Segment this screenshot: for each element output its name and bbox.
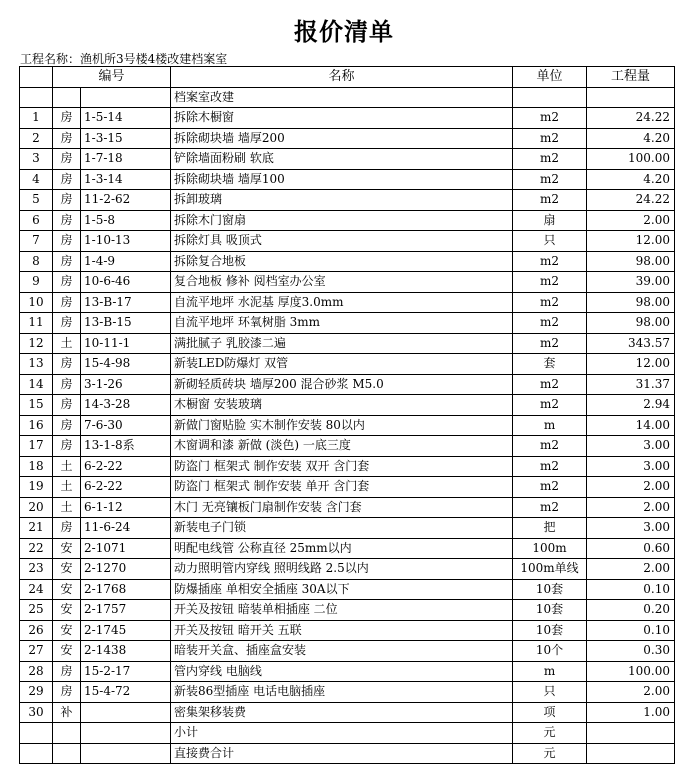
row-code: 13-B-17 <box>81 292 171 313</box>
table-row <box>20 190 675 211</box>
row-number: 1 <box>20 108 53 129</box>
row-unit: 项 <box>513 702 587 723</box>
row-quantity: 12.00 <box>587 231 675 252</box>
row-unit: 10套 <box>513 600 587 621</box>
row-number: 12 <box>20 333 53 354</box>
table-row <box>20 579 675 600</box>
table-row <box>20 149 675 170</box>
table-row <box>20 497 675 518</box>
row-code: 6-2-22 <box>81 456 171 477</box>
row-quantity: 0.20 <box>587 600 675 621</box>
row-code: 10-6-46 <box>81 272 171 293</box>
row-quantity: 39.00 <box>587 272 675 293</box>
row-category: 房 <box>53 661 81 682</box>
row-category: 房 <box>53 231 81 252</box>
row-number: 23 <box>20 559 53 580</box>
row-code: 2-1438 <box>81 641 171 662</box>
header-qty: 工程量 <box>587 67 675 88</box>
row-number: 27 <box>20 641 53 662</box>
row-quantity: 4.20 <box>587 128 675 149</box>
row-quantity: 24.22 <box>587 190 675 211</box>
row-name: 拆除灯具 吸顶式 <box>171 231 513 252</box>
summary-number <box>20 743 53 764</box>
row-category: 房 <box>53 313 81 334</box>
row-number: 30 <box>20 702 53 723</box>
row-number: 14 <box>20 374 53 395</box>
table-row <box>20 231 675 252</box>
project-name: 工程名称：渔机所3号楼4楼改建档案室 <box>20 52 228 66</box>
row-category: 房 <box>53 395 81 416</box>
row-code: 1-10-13 <box>81 231 171 252</box>
row-category: 土 <box>53 477 81 498</box>
row-unit: 套 <box>513 354 587 375</box>
row-code: 1-7-18 <box>81 149 171 170</box>
header-name: 名称 <box>171 67 513 88</box>
header-no <box>20 67 53 88</box>
table-row <box>20 292 675 313</box>
table-row <box>20 600 675 621</box>
row-number: 11 <box>20 313 53 334</box>
row-unit: 100m <box>513 538 587 559</box>
row-category: 安 <box>53 559 81 580</box>
quote-table <box>19 66 675 764</box>
row-number: 29 <box>20 682 53 703</box>
row-unit: m2 <box>513 169 587 190</box>
row-unit: 10套 <box>513 620 587 641</box>
row-unit: m2 <box>513 149 587 170</box>
row-category: 安 <box>53 600 81 621</box>
summary-unit: 元 <box>513 743 587 764</box>
row-category: 房 <box>53 108 81 129</box>
row-number: 21 <box>20 518 53 539</box>
row-quantity: 100.00 <box>587 661 675 682</box>
row-code: 11-2-62 <box>81 190 171 211</box>
row-name: 木橱窗 安装玻璃 <box>171 395 513 416</box>
row-number: 15 <box>20 395 53 416</box>
table-row <box>20 354 675 375</box>
row-number: 10 <box>20 292 53 313</box>
row-unit: m2 <box>513 374 587 395</box>
row-number: 6 <box>20 210 53 231</box>
row-category: 补 <box>53 702 81 723</box>
row-name: 新装LED防爆灯 双管 <box>171 354 513 375</box>
row-unit: 扇 <box>513 210 587 231</box>
row-quantity: 14.00 <box>587 415 675 436</box>
row-unit: m2 <box>513 272 587 293</box>
row-code: 6-1-12 <box>81 497 171 518</box>
row-category: 房 <box>53 272 81 293</box>
row-unit: m2 <box>513 456 587 477</box>
row-code: 1-5-14 <box>81 108 171 129</box>
row-code: 11-6-24 <box>81 518 171 539</box>
row-code: 7-6-30 <box>81 415 171 436</box>
row-name: 拆除复合地板 <box>171 251 513 272</box>
table-row <box>20 333 675 354</box>
row-name: 开关及按钮 暗开关 五联 <box>171 620 513 641</box>
row-name: 新砌轻质砖块 墙厚200 混合砂浆 M5.0 <box>171 374 513 395</box>
summary-category <box>53 743 81 764</box>
row-unit: m2 <box>513 497 587 518</box>
table-row <box>20 702 675 723</box>
row-name: 新装86型插座 电话电脑插座 <box>171 682 513 703</box>
row-code: 2-1745 <box>81 620 171 641</box>
row-number: 7 <box>20 231 53 252</box>
row-name: 自流平地坪 环氧树脂 3mm <box>171 313 513 334</box>
summary-row <box>20 723 675 744</box>
table-row <box>20 456 675 477</box>
row-unit: 只 <box>513 682 587 703</box>
row-quantity: 0.10 <box>587 620 675 641</box>
row-unit: m <box>513 415 587 436</box>
summary-quantity <box>587 743 675 764</box>
row-unit: m2 <box>513 395 587 416</box>
row-code <box>81 702 171 723</box>
row-category: 房 <box>53 374 81 395</box>
section-title: 档案室改建 <box>171 87 513 108</box>
row-quantity: 0.30 <box>587 641 675 662</box>
table-row <box>20 538 675 559</box>
row-quantity: 4.20 <box>587 169 675 190</box>
row-category: 安 <box>53 579 81 600</box>
summary-unit: 元 <box>513 723 587 744</box>
table-row <box>20 210 675 231</box>
summary-code <box>81 743 171 764</box>
table-row <box>20 641 675 662</box>
row-code: 13-B-15 <box>81 313 171 334</box>
table-row <box>20 559 675 580</box>
row-unit: m2 <box>513 108 587 129</box>
row-unit: m2 <box>513 313 587 334</box>
row-name: 拆除砌块墙 墙厚100 <box>171 169 513 190</box>
row-quantity: 12.00 <box>587 354 675 375</box>
summary-name: 直接费合计 <box>171 743 513 764</box>
table-row <box>20 661 675 682</box>
row-unit: m <box>513 661 587 682</box>
row-code: 15-2-17 <box>81 661 171 682</box>
row-quantity: 0.60 <box>587 538 675 559</box>
table-row <box>20 620 675 641</box>
row-quantity: 2.00 <box>587 497 675 518</box>
row-unit: m2 <box>513 292 587 313</box>
row-name: 新装电子门锁 <box>171 518 513 539</box>
row-quantity: 2.00 <box>587 559 675 580</box>
row-category: 房 <box>53 518 81 539</box>
row-quantity: 31.37 <box>587 374 675 395</box>
row-unit: m2 <box>513 128 587 149</box>
row-number: 4 <box>20 169 53 190</box>
row-code: 1-3-14 <box>81 169 171 190</box>
row-name: 明配电线管 公称直径 25mm以内 <box>171 538 513 559</box>
row-unit: m2 <box>513 333 587 354</box>
row-category: 房 <box>53 169 81 190</box>
table-row <box>20 395 675 416</box>
row-quantity: 98.00 <box>587 313 675 334</box>
row-quantity: 343.57 <box>587 333 675 354</box>
row-name: 管内穿线 电脑线 <box>171 661 513 682</box>
row-quantity: 24.22 <box>587 108 675 129</box>
row-name: 自流平地坪 水泥基 厚度3.0mm <box>171 292 513 313</box>
row-number: 17 <box>20 436 53 457</box>
table-row <box>20 436 675 457</box>
row-code: 2-1757 <box>81 600 171 621</box>
header-row <box>20 67 675 88</box>
row-number: 16 <box>20 415 53 436</box>
row-number: 26 <box>20 620 53 641</box>
row-quantity: 2.00 <box>587 682 675 703</box>
row-code: 1-3-15 <box>81 128 171 149</box>
row-category: 房 <box>53 292 81 313</box>
section-row <box>20 87 675 108</box>
row-category: 土 <box>53 333 81 354</box>
row-quantity: 2.94 <box>587 395 675 416</box>
row-code: 2-1071 <box>81 538 171 559</box>
row-name: 木门 无亮镶板门扇制作安装 含门套 <box>171 497 513 518</box>
row-name: 动力照明管内穿线 照明线路 2.5以内 <box>171 559 513 580</box>
row-quantity: 98.00 <box>587 292 675 313</box>
table-row <box>20 518 675 539</box>
table-row <box>20 682 675 703</box>
row-category: 房 <box>53 251 81 272</box>
row-name: 拆除砌块墙 墙厚200 <box>171 128 513 149</box>
row-category: 房 <box>53 436 81 457</box>
row-number: 28 <box>20 661 53 682</box>
table-row <box>20 374 675 395</box>
row-category: 房 <box>53 354 81 375</box>
row-code: 15-4-98 <box>81 354 171 375</box>
row-number: 19 <box>20 477 53 498</box>
row-code: 13-1-8系 <box>81 436 171 457</box>
row-name: 复合地板 修补 阅档室办公室 <box>171 272 513 293</box>
row-code: 1-4-9 <box>81 251 171 272</box>
row-quantity: 98.00 <box>587 251 675 272</box>
row-name: 拆除木橱窗 <box>171 108 513 129</box>
row-code: 1-5-8 <box>81 210 171 231</box>
row-category: 房 <box>53 149 81 170</box>
row-name: 拆除木门窗扇 <box>171 210 513 231</box>
row-number: 3 <box>20 149 53 170</box>
row-quantity: 0.10 <box>587 579 675 600</box>
row-number: 22 <box>20 538 53 559</box>
row-quantity: 3.00 <box>587 456 675 477</box>
row-unit: 把 <box>513 518 587 539</box>
row-category: 安 <box>53 641 81 662</box>
row-number: 25 <box>20 600 53 621</box>
row-unit: 10个 <box>513 641 587 662</box>
row-number: 2 <box>20 128 53 149</box>
summary-category <box>53 723 81 744</box>
table-row <box>20 108 675 129</box>
summary-number <box>20 723 53 744</box>
table-row <box>20 415 675 436</box>
row-number: 20 <box>20 497 53 518</box>
row-name: 拆卸玻璃 <box>171 190 513 211</box>
row-unit: 10套 <box>513 579 587 600</box>
row-code: 14-3-28 <box>81 395 171 416</box>
row-unit: m2 <box>513 190 587 211</box>
table-row <box>20 477 675 498</box>
row-number: 8 <box>20 251 53 272</box>
row-category: 房 <box>53 190 81 211</box>
row-name: 铲除墙面粉刷 软底 <box>171 149 513 170</box>
row-category: 房 <box>53 210 81 231</box>
row-unit: m2 <box>513 436 587 457</box>
row-category: 安 <box>53 620 81 641</box>
row-number: 5 <box>20 190 53 211</box>
row-number: 9 <box>20 272 53 293</box>
row-quantity: 3.00 <box>587 518 675 539</box>
table-row <box>20 169 675 190</box>
row-number: 24 <box>20 579 53 600</box>
row-code: 2-1270 <box>81 559 171 580</box>
table-row <box>20 313 675 334</box>
row-number: 18 <box>20 456 53 477</box>
row-unit: 只 <box>513 231 587 252</box>
row-code: 2-1768 <box>81 579 171 600</box>
row-unit: 100m单线 <box>513 559 587 580</box>
row-name: 满批腻子 乳胶漆二遍 <box>171 333 513 354</box>
row-code: 6-2-22 <box>81 477 171 498</box>
row-name: 防爆插座 单相安全插座 30A以下 <box>171 579 513 600</box>
table-row <box>20 128 675 149</box>
row-category: 土 <box>53 456 81 477</box>
row-category: 土 <box>53 497 81 518</box>
row-category: 房 <box>53 682 81 703</box>
row-category: 安 <box>53 538 81 559</box>
row-code: 10-11-1 <box>81 333 171 354</box>
summary-row <box>20 743 675 764</box>
row-code: 3-1-26 <box>81 374 171 395</box>
summary-quantity <box>587 723 675 744</box>
row-name: 暗装开关盒、插座盒安装 <box>171 641 513 662</box>
row-quantity: 2.00 <box>587 210 675 231</box>
row-name: 木窗调和漆 新做 (淡色) 一底三度 <box>171 436 513 457</box>
row-number: 13 <box>20 354 53 375</box>
summary-code <box>81 723 171 744</box>
row-name: 开关及按钮 暗装单相插座 二位 <box>171 600 513 621</box>
table-row <box>20 251 675 272</box>
row-name: 防盗门 框架式 制作安装 双开 含门套 <box>171 456 513 477</box>
row-name: 防盗门 框架式 制作安装 单开 含门套 <box>171 477 513 498</box>
header-code: 编号 <box>53 67 171 88</box>
header-unit: 单位 <box>513 67 587 88</box>
page-title: 报价清单 <box>294 18 394 46</box>
row-quantity: 1.00 <box>587 702 675 723</box>
summary-name: 小计 <box>171 723 513 744</box>
table-row <box>20 272 675 293</box>
row-category: 房 <box>53 415 81 436</box>
row-code: 15-4-72 <box>81 682 171 703</box>
row-name: 密集架移装费 <box>171 702 513 723</box>
row-quantity: 3.00 <box>587 436 675 457</box>
row-category: 房 <box>53 128 81 149</box>
row-unit: m2 <box>513 477 587 498</box>
row-quantity: 100.00 <box>587 149 675 170</box>
row-name: 新做门窗贴脸 实木制作安装 80以内 <box>171 415 513 436</box>
row-quantity: 2.00 <box>587 477 675 498</box>
row-unit: m2 <box>513 251 587 272</box>
